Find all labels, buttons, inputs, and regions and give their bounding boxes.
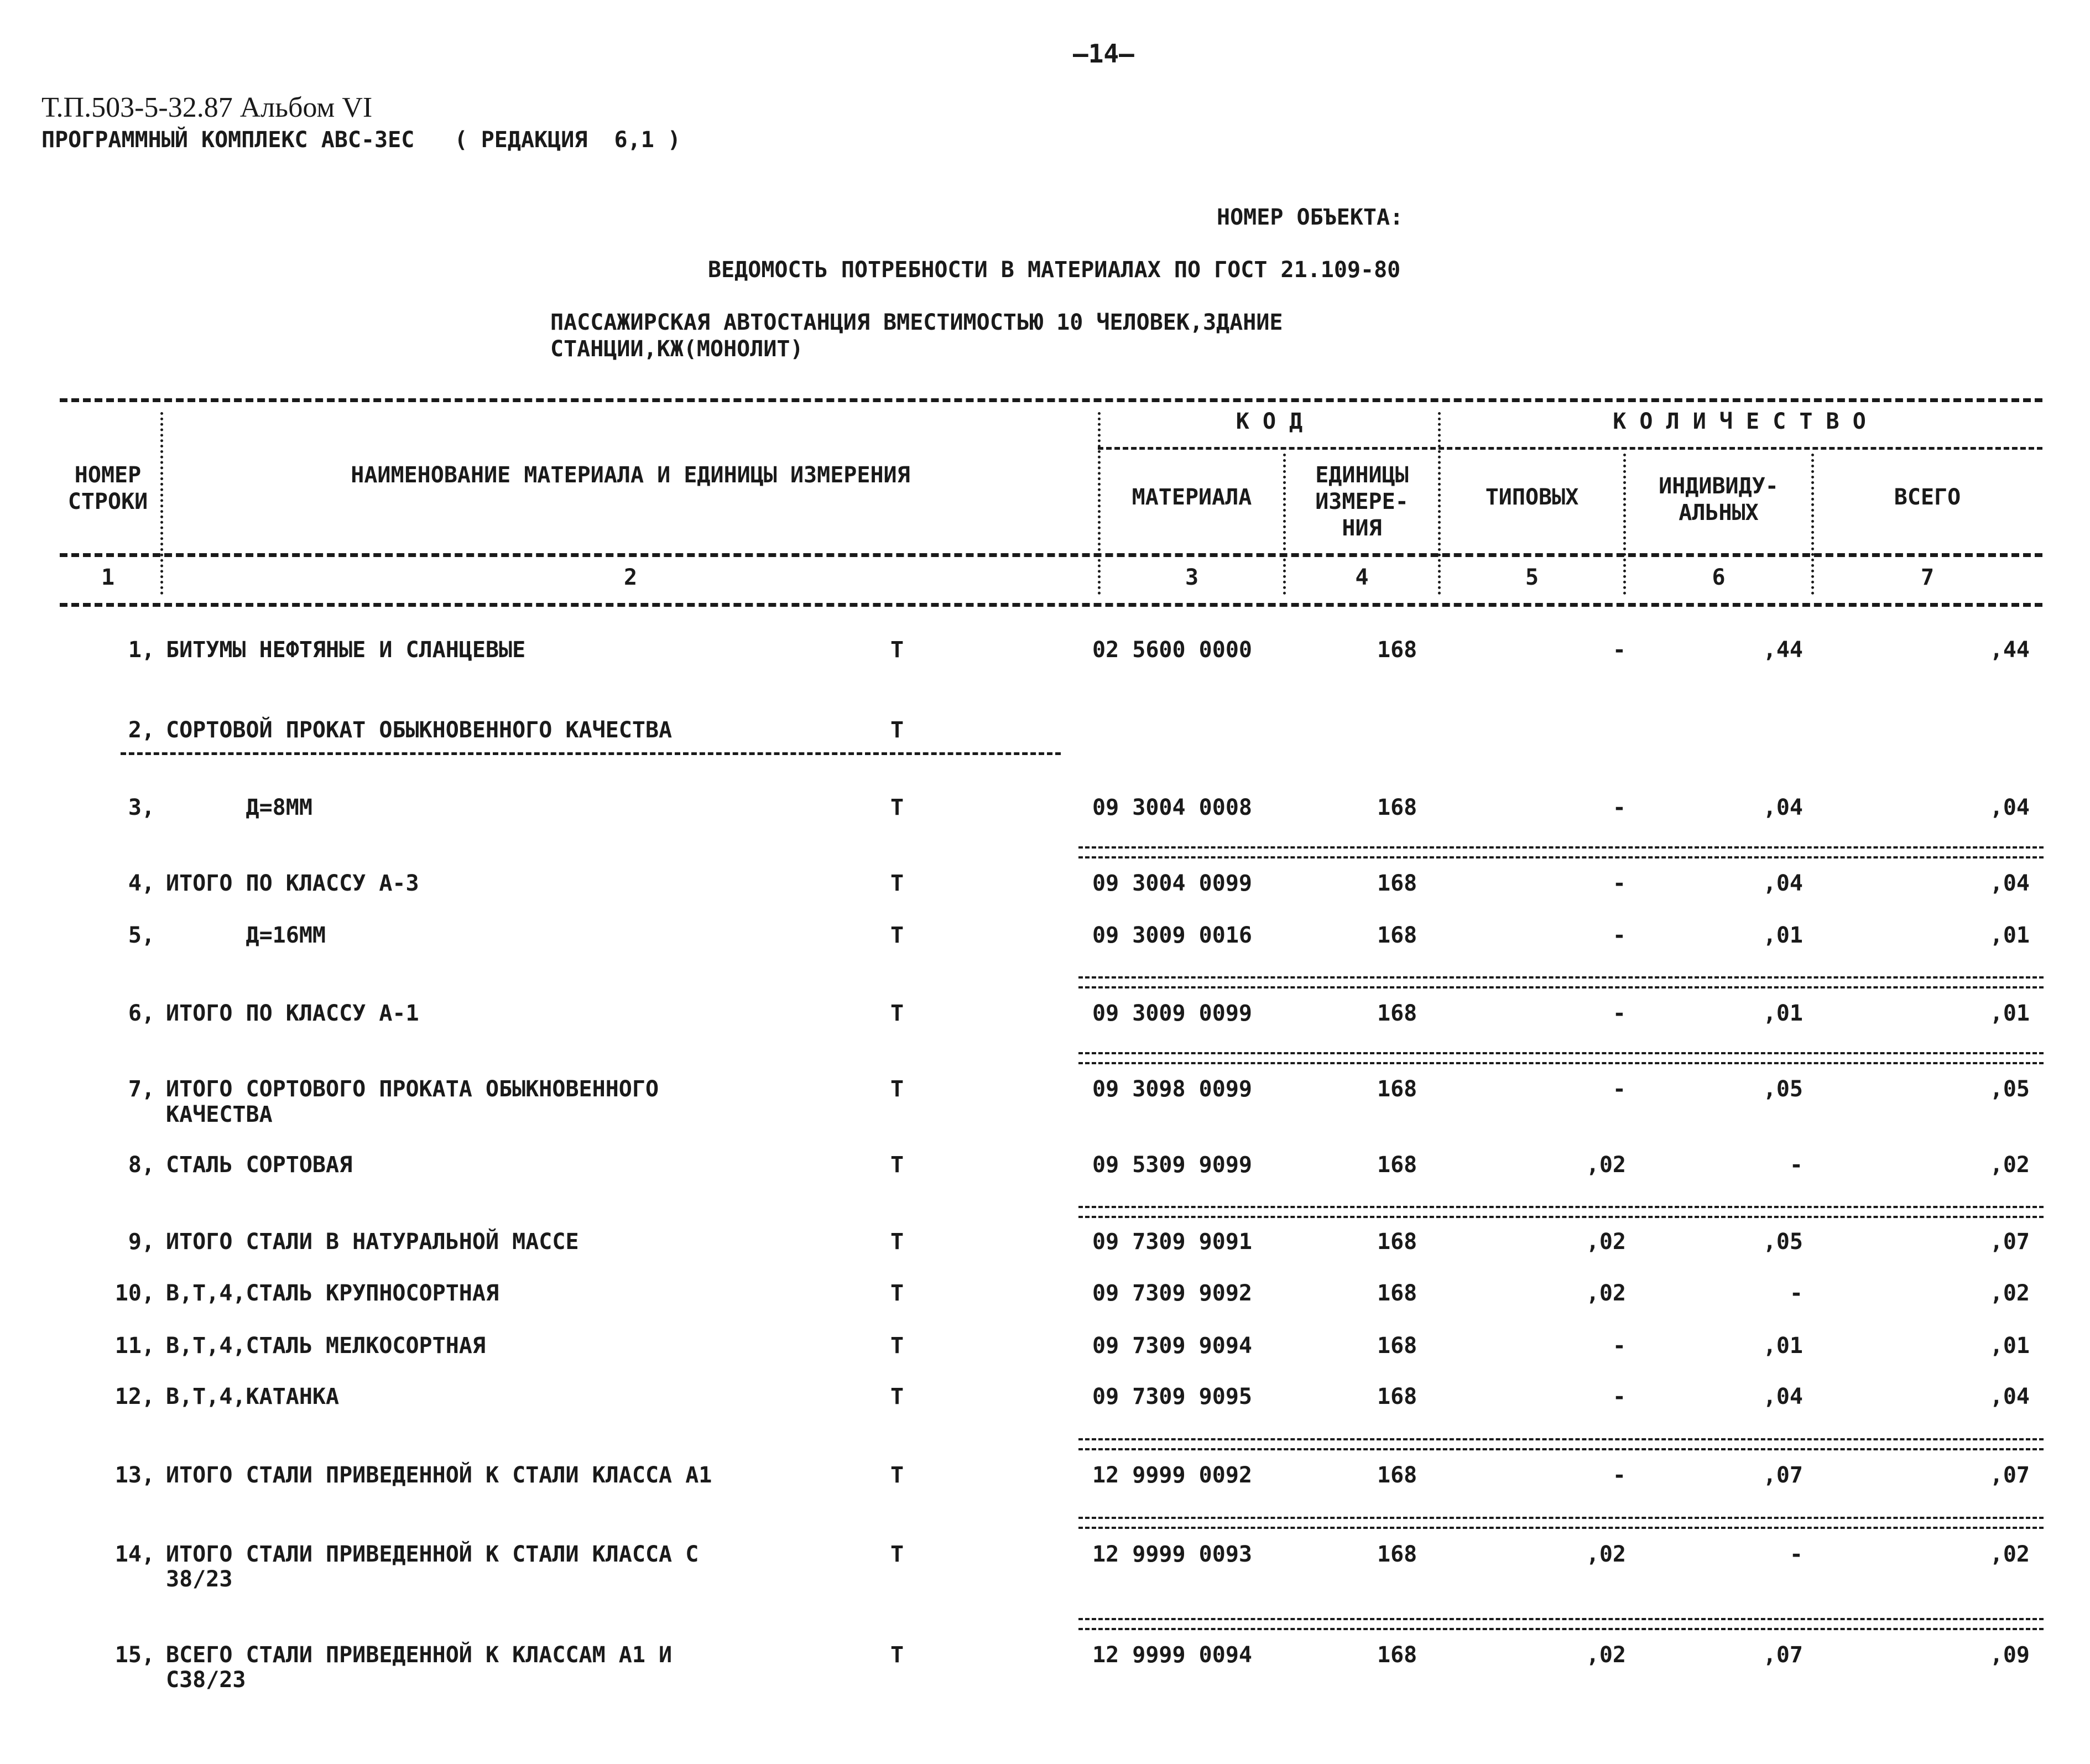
unit-code: 168	[1377, 871, 1417, 896]
row-number: 7,	[128, 1076, 155, 1102]
document-code: Т.П.503-5-32.87 Альбом VI	[41, 92, 373, 123]
unit-code: 168	[1377, 1333, 1417, 1359]
qty-typical: -	[1612, 637, 1626, 663]
group-underline	[121, 752, 1061, 755]
material-name: ИТОГО СТАЛИ В НАТУРАЛЬНОЙ МАССЕ	[166, 1229, 579, 1255]
qty-total: ,05	[1989, 1076, 2030, 1102]
row-number: 6,	[128, 1001, 155, 1026]
header-row-no: НОМЕР СТРОКИ	[67, 462, 148, 514]
qty-total: ,01	[1989, 1333, 2030, 1359]
column-number-7: 7	[1920, 565, 1935, 590]
qty-typical: ,02	[1586, 1229, 1626, 1255]
qty-total: ,07	[1989, 1229, 2030, 1255]
qty-individual: ,01	[1763, 1001, 1803, 1026]
qty-typical: -	[1612, 1463, 1626, 1488]
subtotal-double-rule	[1078, 976, 2044, 988]
material-code: 09 3004 0099	[1092, 871, 1252, 896]
unit-code: 168	[1377, 923, 1417, 948]
material-code: 09 3009 0016	[1092, 923, 1252, 948]
qty-typical: ,02	[1586, 1152, 1626, 1178]
column-number-6: 6	[1712, 565, 1726, 590]
unit-code: 168	[1377, 1152, 1417, 1178]
column-number-1: 1	[101, 565, 115, 590]
header-top-rule	[60, 398, 2042, 402]
qty-typical: -	[1612, 1384, 1626, 1409]
unit: Т	[890, 1229, 904, 1255]
qty-individual: ,01	[1763, 923, 1803, 948]
unit: Т	[890, 717, 904, 743]
qty-total: ,07	[1989, 1463, 2030, 1488]
qty-individual: -	[1789, 1281, 1803, 1306]
row-number: 1,	[128, 637, 155, 663]
header-name: НАИМЕНОВАНИЕ МАТЕРИАЛА И ЕДИНИЦЫ ИЗМЕРЕНИЯ	[351, 462, 910, 488]
row-number: 13,	[114, 1463, 155, 1488]
material-code: 02 5600 0000	[1092, 637, 1252, 663]
unit: Т	[890, 1642, 904, 1668]
page-number: —14—	[1073, 39, 1134, 69]
unit: Т	[890, 871, 904, 896]
material-code: 09 7309 9091	[1092, 1229, 1252, 1255]
qty-individual: -	[1789, 1152, 1803, 1178]
unit-code: 168	[1377, 1281, 1417, 1306]
qty-individual: ,05	[1763, 1229, 1803, 1255]
row-number: 4,	[128, 871, 155, 896]
qty-total: ,02	[1989, 1152, 2030, 1178]
row-number: 3,	[128, 795, 155, 820]
material-code: 09 5309 9099	[1092, 1152, 1252, 1178]
material-name: ВСЕГО СТАЛИ ПРИВЕДЕННОЙ К КЛАССАМ А1 И	[166, 1642, 673, 1668]
row-number: 8,	[128, 1152, 155, 1178]
unit-code: 168	[1377, 1463, 1417, 1488]
header-mid-rule	[60, 553, 2042, 557]
material-name: БИТУМЫ НЕФТЯНЫЕ И СЛАНЦЕВЫЕ	[166, 637, 526, 663]
qty-individual: ,04	[1763, 871, 1803, 896]
qty-typical: ,02	[1586, 1281, 1626, 1306]
material-code: 12 9999 0092	[1092, 1463, 1252, 1488]
statement-title: ВЕДОМОСТЬ ПОТРЕБНОСТИ В МАТЕРИАЛАХ ПО ГОСТ 21.109-80	[708, 257, 1401, 283]
row-number: 10,	[114, 1281, 155, 1306]
subtotal-double-rule	[1078, 1517, 2044, 1529]
qty-individual: ,07	[1763, 1463, 1803, 1488]
column-number-2: 2	[623, 565, 638, 590]
qty-individual: ,07	[1763, 1642, 1803, 1668]
qty-total: ,04	[1989, 795, 2030, 820]
qty-typical: ,02	[1586, 1642, 1626, 1668]
unit-code: 168	[1377, 1642, 1417, 1668]
unit: Т	[890, 1333, 904, 1359]
material-name: Д=8ММ	[166, 795, 312, 820]
row-number: 12,	[114, 1384, 155, 1409]
material-code: 09 7309 9095	[1092, 1384, 1252, 1409]
material-code: 09 3004 0008	[1092, 795, 1252, 820]
object-number-label: НОМЕР ОБЪЕКТА:	[1217, 205, 1404, 230]
subtotal-double-rule	[1078, 1206, 2044, 1218]
material-name: ИТОГО ПО КЛАССУ А-1	[166, 1001, 419, 1026]
unit-code: 168	[1377, 1542, 1417, 1567]
qty-total: ,02	[1989, 1542, 2030, 1567]
row-number: 11,	[114, 1333, 155, 1359]
qty-individual: ,04	[1763, 1384, 1803, 1409]
header-qty-typical: ТИПОВЫХ	[1485, 485, 1579, 510]
material-code: 09 3098 0099	[1092, 1076, 1252, 1102]
qty-typical: -	[1612, 923, 1626, 948]
material-name-continuation: С38/23	[166, 1667, 246, 1693]
header-code: К О Д	[1236, 409, 1303, 434]
unit-code: 168	[1377, 1076, 1417, 1102]
material-name: В,Т,4,КАТАНКА	[166, 1384, 340, 1409]
material-name: СТАЛЬ СОРТОВАЯ	[166, 1152, 353, 1178]
subtotal-double-rule	[1078, 1052, 2044, 1064]
row-number: 14,	[114, 1542, 155, 1567]
material-code: 09 7309 9092	[1092, 1281, 1252, 1306]
unit-code: 168	[1377, 795, 1417, 820]
material-name: ИТОГО СОРТОВОГО ПРОКАТА ОБЫКНОВЕННОГО	[166, 1076, 659, 1102]
material-name: СОРТОВОЙ ПРОКАТ ОБЫКНОВЕННОГО КАЧЕСТВА	[166, 717, 673, 743]
material-code: 09 7309 9094	[1092, 1333, 1252, 1359]
material-name-continuation: КАЧЕСТВА	[166, 1102, 273, 1127]
qty-total: ,44	[1989, 637, 2030, 663]
header-qty-total: ВСЕГО	[1894, 485, 1961, 510]
header-code-material: МАТЕРИАЛА	[1132, 485, 1252, 510]
unit: Т	[890, 1076, 904, 1102]
unit: Т	[890, 1001, 904, 1026]
material-code: 12 9999 0094	[1092, 1642, 1252, 1668]
header-quantity: К О Л И Ч Е С Т В О	[1613, 409, 1866, 434]
qty-total: ,01	[1989, 1001, 2030, 1026]
material-name: ИТОГО ПО КЛАССУ А-3	[166, 871, 419, 896]
column-number-4: 4	[1355, 565, 1369, 590]
qty-total: ,09	[1989, 1642, 2030, 1668]
project-subtitle-line1: ПАССАЖИРСКАЯ АВТОСТАНЦИЯ ВМЕСТИМОСТЬЮ 10 ЧЕЛОВЕК,ЗДАНИЕ	[550, 310, 1283, 335]
qty-individual: ,04	[1763, 795, 1803, 820]
unit: Т	[890, 1542, 904, 1567]
qty-typical: -	[1612, 871, 1626, 896]
row-number: 15,	[114, 1642, 155, 1668]
material-name-continuation: 38/23	[166, 1567, 233, 1592]
qty-individual: ,44	[1763, 637, 1803, 663]
material-name: В,Т,4,СТАЛЬ МЕЛКОСОРТНАЯ	[166, 1333, 486, 1359]
header-bottom-rule	[60, 603, 2042, 607]
unit: Т	[890, 637, 904, 663]
subtotal-double-rule	[1078, 1618, 2044, 1630]
qty-typical: -	[1612, 1333, 1626, 1359]
unit: Т	[890, 1152, 904, 1178]
material-name: Д=16ММ	[166, 923, 326, 948]
qty-typical: -	[1612, 1001, 1626, 1026]
subtotal-double-rule	[1078, 1438, 2044, 1450]
header-qty-individual: ИНДИВИДУ- АЛЬНЫХ	[1659, 473, 1779, 525]
column-number-5: 5	[1525, 565, 1539, 590]
material-name: В,Т,4,СТАЛЬ КРУПНОСОРТНАЯ	[166, 1281, 499, 1306]
qty-total: ,01	[1989, 923, 2030, 948]
code-qty-split-rule	[1098, 447, 2042, 450]
material-name: ИТОГО СТАЛИ ПРИВЕДЕННОЙ К СТАЛИ КЛАССА С	[166, 1542, 699, 1567]
row-number: 2,	[128, 717, 155, 743]
qty-individual: ,01	[1763, 1333, 1803, 1359]
column-number-3: 3	[1185, 565, 1199, 590]
qty-typical: -	[1612, 795, 1626, 820]
unit-code: 168	[1377, 1001, 1417, 1026]
material-code: 12 9999 0093	[1092, 1542, 1252, 1567]
unit-code: 168	[1377, 1384, 1417, 1409]
qty-individual: -	[1789, 1542, 1803, 1567]
unit: Т	[890, 923, 904, 948]
header-code-unit: ЕДИНИЦЫ ИЗМЕРЕ- НИЯ	[1315, 462, 1409, 541]
program-complex-line: ПРОГРАММНЫЙ КОМПЛЕКС АВС-3ЕС ( РЕДАКЦИЯ 6,1 )	[41, 127, 681, 153]
qty-individual: ,05	[1763, 1076, 1803, 1102]
material-code: 09 3009 0099	[1092, 1001, 1252, 1026]
subtotal-double-rule	[1078, 846, 2044, 858]
material-name: ИТОГО СТАЛИ ПРИВЕДЕННОЙ К СТАЛИ КЛАССА А1	[166, 1463, 712, 1488]
project-subtitle-line2: СТАНЦИИ,КЖ(МОНОЛИТ)	[550, 336, 804, 362]
qty-total: ,04	[1989, 1384, 2030, 1409]
qty-typical: ,02	[1586, 1542, 1626, 1567]
qty-typical: -	[1612, 1076, 1626, 1102]
row-number: 5,	[128, 923, 155, 948]
row-number: 9,	[128, 1229, 155, 1255]
unit: Т	[890, 1281, 904, 1306]
qty-total: ,02	[1989, 1281, 2030, 1306]
qty-total: ,04	[1989, 871, 2030, 896]
unit-code: 168	[1377, 637, 1417, 663]
unit-code: 168	[1377, 1229, 1417, 1255]
unit: Т	[890, 795, 904, 820]
unit: Т	[890, 1463, 904, 1488]
unit: Т	[890, 1384, 904, 1409]
